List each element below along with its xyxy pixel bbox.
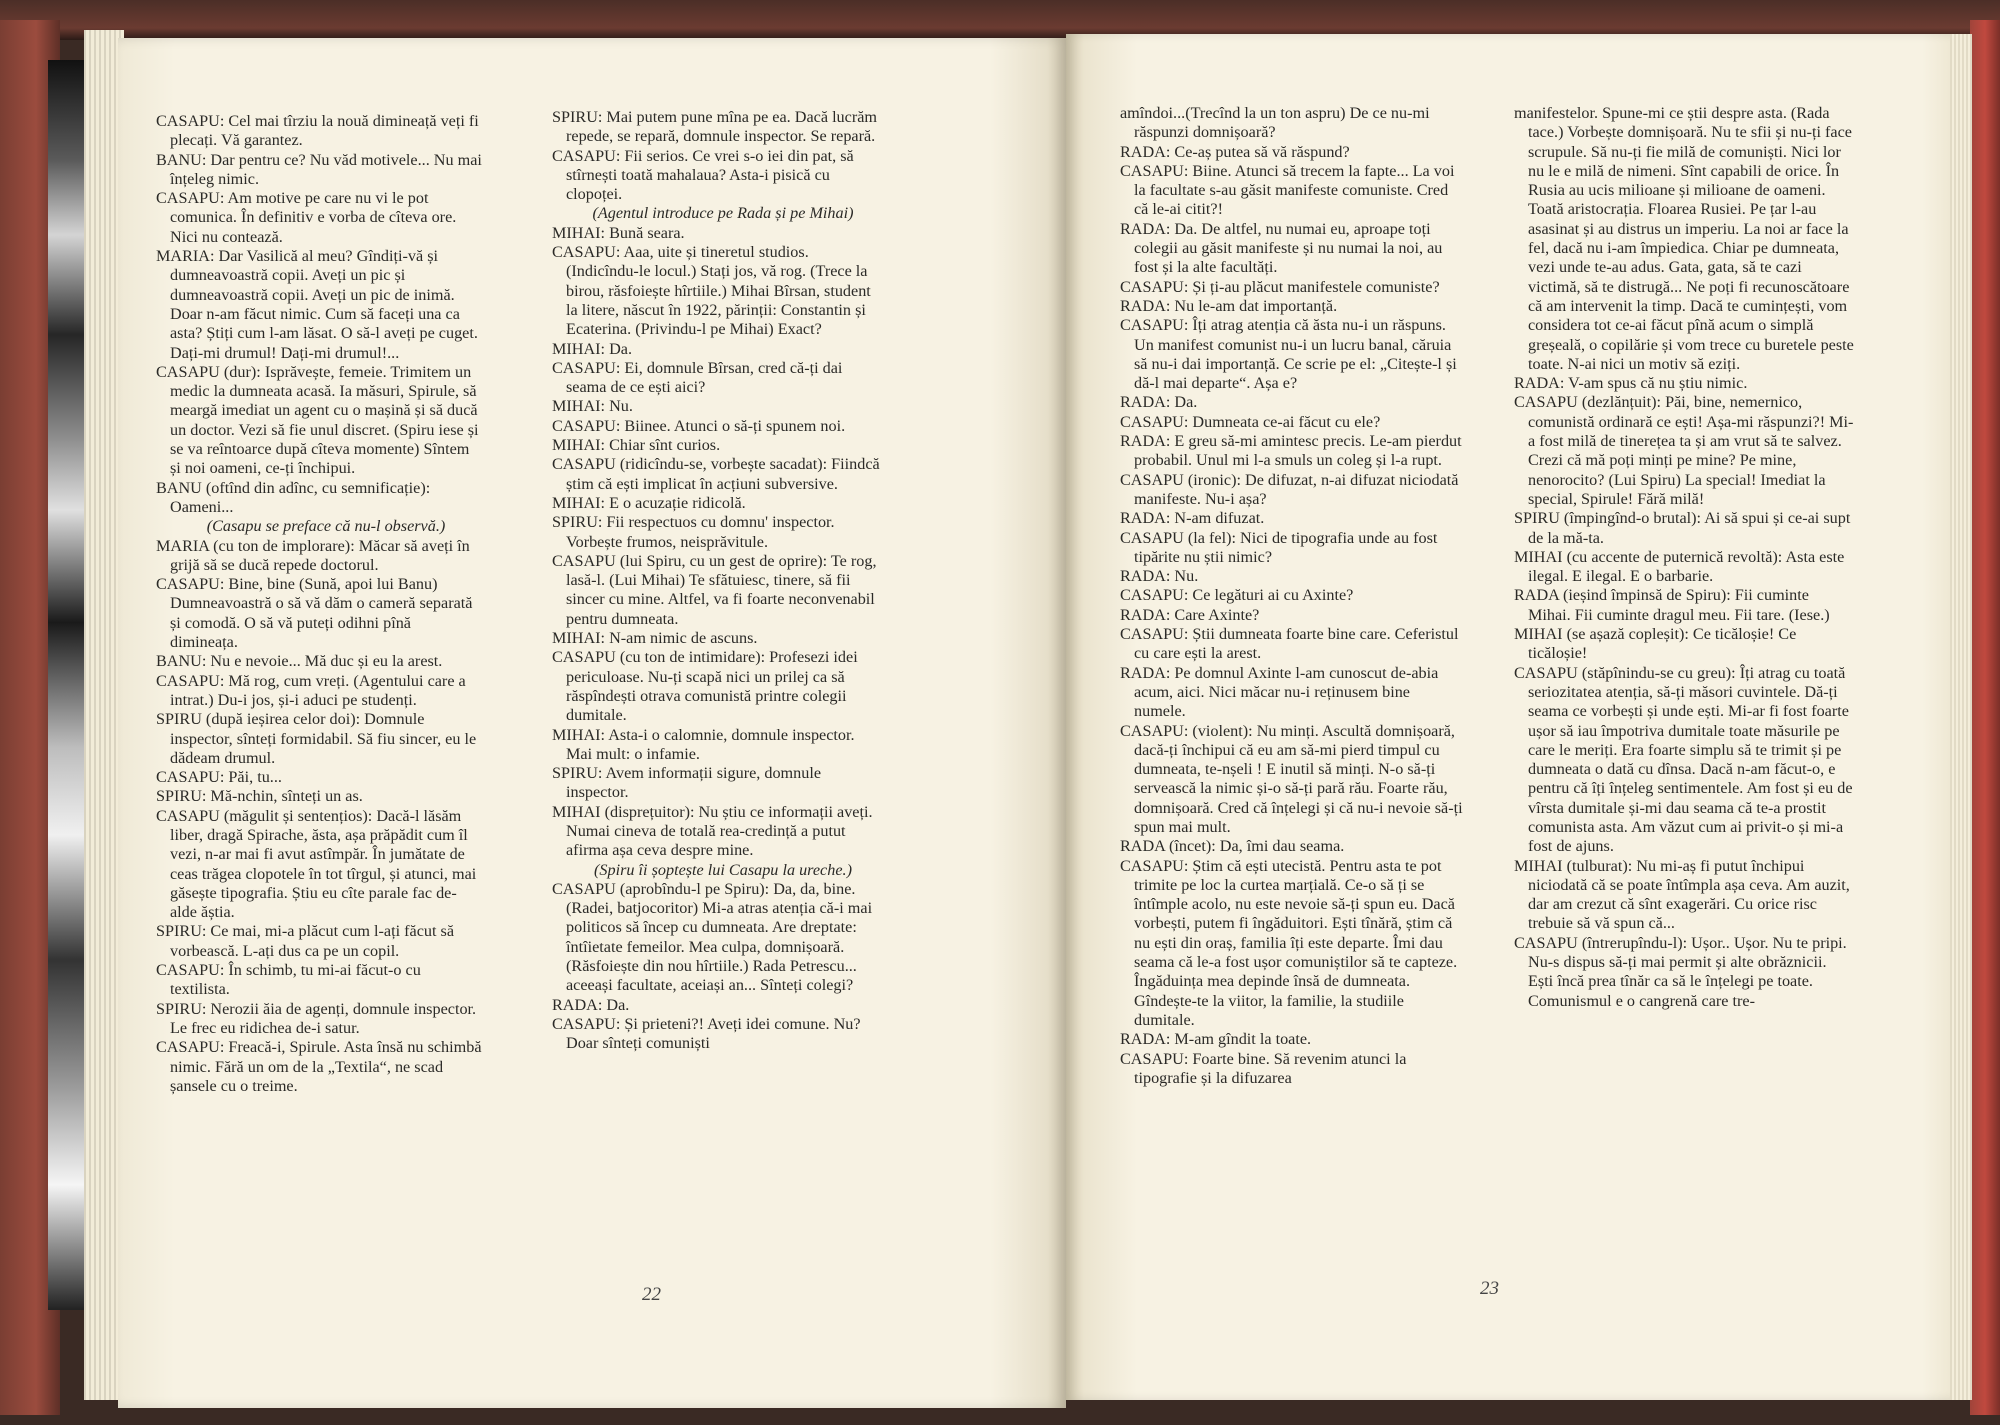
dialogue-paragraph: RADA: Care Axinte? — [1120, 605, 1260, 624]
dialogue-paragraph: CASAPU: Și ți-au plăcut manifestele comuniste? — [1120, 277, 1440, 296]
dialogue-paragraph: RADA (ieșind împinsă de Spiru): Fii cuminte Mihai. Fii cuminte dragul meu. Fii tare. (Iese.) — [1514, 586, 1830, 624]
dialogue-paragraph: MIHAI: N-am nimic de ascuns. — [552, 629, 758, 648]
text-column-4 — [1514, 104, 1854, 1011]
dialogue-paragraph: CASAPU: Păi, tu... — [156, 768, 282, 787]
dialogue-paragraph: BANU (oftînd din adînc, cu semnificație): Oameni... — [156, 478, 431, 516]
dialogue-paragraph: MIHAI: Da. — [552, 339, 633, 358]
dialogue-paragraph: SPIRU: Fii respectuos cu domnu' inspector. Vorbește frumos, neisprăvitule. — [552, 513, 835, 551]
dialogue-paragraph: CASAPU: Cel mai tîrziu la nouă dimineață veți fi plecați. Vă garantez. — [156, 112, 479, 150]
book-cover-right — [1970, 20, 2000, 1415]
dialogue-paragraph: amîndoi...(Trecînd la un ton aspru) De ce nu-mi răspunzi domnișoară? — [1120, 104, 1430, 142]
dialogue-paragraph: CASAPU: Dumneata ce-ai făcut cu ele? — [1120, 412, 1381, 431]
dialogue-paragraph: MIHAI (se așază copleșit): Ce ticăloșie! Ce ticăloșie! — [1514, 625, 1797, 663]
dialogue-paragraph: (Agentul introduce pe Rada și pe Mihai) — [592, 204, 854, 223]
dialogue-paragraph: MIHAI (tulburat): Nu mi-aș fi putut închipui niciodată că se poate întîmpla așa ceva. Am auzit, dar am crezut că sînt exagerări. Cu orice risc trebuie să vă spun că... — [1514, 856, 1850, 933]
text-column-1 — [156, 112, 482, 1096]
dialogue-paragraph: CASAPU: Știm că ești utecistă. Pentru asta te pot trimite pe loc la curtea marțială. Ce-o să ți se întîmple acolo, nu este nevoie să-ți spun eu. Dacă vorbești, putem fi îngăduitori. Ești tînără, știm că nu ești din oraș, familia îți este departe. Îmi dau seama că le-a fost ușor comuniștilor să te capteze. Îngăduința mea depinde însă de dumneata. Gîndește-te la viitor, la familie, la studiile dumitale. — [1120, 856, 1458, 1029]
dialogue-paragraph: RADA: Da. — [1120, 393, 1198, 412]
dialogue-paragraph: CASAPU: (violent): Nu minți. Ascultă domnișoară, dacă-ți închipui că eu am să-mi pierd timpul cu dumneata, te-nșeli ! E inutil să minți. N-o să-ți servească la nimic și-o să-ți pară rău. Foarte rău, domnișoară. Cred că înțelegi și că nu-i nevoie să-ți spun mai mult. — [1120, 721, 1463, 836]
dialogue-paragraph: MARIA: Dar Vasilică al meu? Gîndiți-vă și dumneavoastră copii. Aveți un pic și dumneavoastră copii. Aveți un pic de inimă. Doar n-am făcut nimic. Cum să faceți una ca asta? Știți cum l-am lăsat. O să-l aveți pe cuget. Dați-mi drumul! Dați-mi drumul!... — [156, 247, 478, 362]
page-number-left: 22 — [642, 1284, 661, 1305]
dialogue-paragraph: RADA: Da. De altfel, nu numai eu, aproape toți colegii au găsit manifeste și nu numai la noi, au fost și la alte facultăți. — [1120, 219, 1443, 277]
underlying-photo-edge — [48, 60, 88, 1310]
dialogue-paragraph: RADA: V-am spus că nu știu nimic. — [1514, 374, 1748, 393]
dialogue-paragraph: BANU: Dar pentru ce? Nu văd motivele... Nu mai înțeleg nimic. — [156, 150, 482, 188]
dialogue-paragraph: CASAPU (stăpînindu-se cu greu): Îți atrag cu toată seriozitatea atenția, să-ți măsori cuvintele. Dă-ți seama ce vorbești și unde ești. Mi-ar fi fost foarte ușor să iau împotriva dumitale toate măsurile pe care le meriți. Era foarte simplu să te trimit și pe dumneata o dată cu dînsa. Dacă n-am făcut-o, e pentru că îți înțeleg sentimentele. Am fost și eu de vîrsta dumitale și-mi dau seama că te-a prostit comunista asta. Am văzut cum ai privit-o și mi-a fost de ajuns. — [1514, 663, 1853, 856]
dialogue-paragraph: CASAPU (la fel): Nici de tipografia unde au fost tipărite nu știi nimic? — [1120, 528, 1438, 566]
dialogue-paragraph: SPIRU (împingînd-o brutal): Ai să spui și ce-ai supt de la mă-ta. — [1514, 509, 1851, 547]
dialogue-paragraph: MIHAI: Bună seara. — [552, 223, 685, 242]
dialogue-paragraph: CASAPU: Biine. Atunci să trecem la fapte... La voi la facultate s-au găsit manifeste comuniste. Cred că le-ai citit?! — [1120, 161, 1455, 219]
dialogue-paragraph: CASAPU: Aaa, uite și tineretul studios. (Indicîndu-le locul.) Stați jos, vă rog. (Trece la birou, răsfoiește hîrtiile.) Mihai Bîrsan, student la litere, născut în 1922, părinții: Constantin și Ecaterina. (Privindu-l pe Mihai) Exact? — [552, 243, 871, 339]
dialogue-paragraph: SPIRU: Mai putem pune mîna pe ea. Dacă lucrăm repede, se repară, domnule inspector. Se repară. — [552, 108, 878, 146]
dialogue-paragraph: RADA: Ce-aș putea să vă răspund? — [1120, 142, 1350, 161]
dialogue-paragraph: CASAPU (lui Spiru, cu un gest de oprire): Te rog, lasă-l. (Lui Mihai) Te sfătuiesc, tinere, să fii sincer cu mine. Altfel, va fi foarte neconvenabil pentru dumneata. — [552, 551, 877, 628]
dialogue-paragraph: CASAPU: Biinee. Atunci o să-ți spunem noi. — [552, 416, 846, 435]
dialogue-paragraph: CASAPU (ridicîndu-se, vorbește sacadat): Fiindcă știm că ești implicat în acțiuni subversive. — [552, 455, 880, 493]
text-column-3 — [1120, 104, 1464, 1088]
dialogue-paragraph: CASAPU: În schimb, tu mi-ai făcut-o cu textilista. — [156, 961, 421, 999]
text-column-2 — [552, 108, 880, 1054]
dialogue-paragraph: BANU: Nu e nevoie... Mă duc și eu la arest. — [156, 652, 443, 671]
dialogue-paragraph: SPIRU: Mă-nchin, sînteți un as. — [156, 787, 363, 806]
dialogue-paragraph: RADA: M-am gîndit la toate. — [1120, 1030, 1312, 1049]
dialogue-paragraph: CASAPU: Ei, domnule Bîrsan, cred că-ți dai seama de ce ești aici? — [552, 358, 843, 397]
dialogue-paragraph: SPIRU: Nerozii ăia de agenți, domnule inspector. Le frec eu ridichea de-i satur. — [156, 999, 477, 1037]
page-edges-right — [1950, 34, 1972, 1400]
dialogue-paragraph: (Spiru îi șoptește lui Casapu la ureche.) — [594, 860, 852, 879]
dialogue-paragraph: CASAPU: Îți atrag atenția că ăsta nu-i un răspuns. Un manifest comunist nu-i un lucru banal, căruia să nu-i dai importanță. Ce scrie pe el: „Citește-l și dă-l mai departe“. Așa e? — [1120, 316, 1457, 393]
dialogue-paragraph: (Casapu se preface că nu-l observă.) — [206, 517, 446, 536]
dialogue-paragraph: CASAPU (dezlănțuit): Păi, bine, nemernico, comunistă ordinară ce ești! Așa-mi răspunzi?! Mi-a fost milă de tinerețea ta și am vrut să te salvez. Crezi că mă poți minți pe mine? Pe mine, nenorocito? (Lui Spiru) La special! Imediat la special, Spirule! Fără milă! — [1514, 393, 1854, 508]
dialogue-paragraph: RADA: Nu. — [1120, 567, 1199, 586]
dialogue-paragraph: CASAPU: Ce legături ai cu Axinte? — [1120, 586, 1354, 605]
dialogue-paragraph: CASAPU: Bine, bine (Sună, apoi lui Banu) Dumneavoastră o să vă dăm o cameră separată și comodă. O să vă puteți odihni pînă dimineața. — [156, 575, 473, 652]
dialogue-paragraph: RADA: Da. — [552, 995, 630, 1014]
dialogue-paragraph: CASAPU (măgulit și sentențios): Dacă-l lăsăm liber, dragă Spirache, ăsta, așa prăpădit cum îl vezi, n-ar mai fi avut astîmpăr. În jumătate de ceas trăgea clopotele în tot tîrgul, și atunci, mai găsește tipografia. Știu eu cîte parale fac de-alde ăștia. — [156, 806, 477, 922]
dialogue-paragraph: CASAPU: Știi dumneata foarte bine care. Ceferistul cu care ești la arest. — [1120, 625, 1459, 663]
dialogue-paragraph: RADA: N-am difuzat. — [1120, 509, 1265, 528]
dialogue-paragraph: MIHAI: Chiar sînt curios. — [552, 436, 721, 455]
dialogue-paragraph: RADA: Pe domnul Axinte l-am cunoscut de-abia acum, aici. Nici măcar nu-i reținusem bine numele. — [1120, 663, 1439, 721]
dialogue-paragraph: RADA (încet): Da, îmi dau seama. — [1120, 837, 1345, 856]
dialogue-paragraph: SPIRU: Avem informații sigure, domnule inspector. — [552, 764, 822, 802]
dialogue-paragraph: CASAPU: Mă rog, cum vreți. (Agentului care a intrat.) Du-i jos, și-i aduci pe studenți. — [156, 671, 466, 709]
dialogue-paragraph: RADA: E greu să-mi amintesc precis. Le-am pierdut probabil. Unul mi l-a smuls un coleg și l-a rupt. — [1120, 432, 1462, 470]
dialogue-paragraph: CASAPU (dur): Isprăvește, femeie. Trimitem un medic la dumneata acasă. Ia măsuri, Spirule, să meargă imediat un agent cu o mașină și să ducă un doctor. Vezi să fie unul discret. (Spiru iese și se va reîntoarce după cîteva momente) Sîntem și noi oameni, ce-ți închipui. — [156, 362, 479, 478]
dialogue-paragraph: CASAPU: Am motive pe care nu vi le pot comunica. În definitiv e vorba de cîteva ore. Nici nu contează. — [156, 189, 457, 246]
dialogue-paragraph: CASAPU (aprobîndu-l pe Spiru): Da, da, bine. (Radei, batjocoritor) Mi-a atras atenția că-i mai politicos să încep cu dumneata. Are dreptate: întîietate femeilor. Mea culpa, domnișoară. (Răsfoiește din nou hîrtiile.) Rada Petrescu... aceeași facultate, aceiași an... Sînteți colegi? — [552, 879, 873, 995]
dialogue-paragraph: CASAPU (întrerupîndu-l): Ușor.. Ușor. Nu te pripi. Nu-s dispus să-ți mai permit și alte obrăznicii. Ești încă prea tînăr ca să le înțelegi pe toate. Comunismul e o cangrenă care tre- — [1514, 933, 1847, 1010]
dialogue-paragraph: MIHAI (disprețuitor): Nu știu ce informații aveți. Numai cineva de totală rea-credință a putut afirma așa ceva despre mine. — [552, 802, 873, 860]
dialogue-paragraph: SPIRU (după ieșirea celor doi): Domnule inspector, sînteți formidabil. Să fiu sincer, eu le dădeam drumul. — [156, 710, 477, 767]
dialogue-paragraph: RADA: Nu le-am dat importanță. — [1120, 296, 1338, 315]
dialogue-paragraph: CASAPU: Freacă-i, Spirule. Asta însă nu schimbă nimic. Fără un om de la „Textila“, ne scad șansele cu o treime. — [156, 1038, 482, 1095]
dialogue-paragraph: CASAPU (ironic): De difuzat, n-ai difuzat niciodată manifeste. Nu-i așa? — [1120, 470, 1459, 508]
dialogue-paragraph: CASAPU: Foarte bine. Să revenim atunci la tipografie și la difuzarea — [1120, 1049, 1407, 1087]
dialogue-paragraph: manifestelor. Spune-mi ce știi despre asta. (Rada tace.) Vorbește domnișoară. Nu te sfii și nu-ți face scrupule. Să nu-ți fie milă de comuniști. Nici lor nu le e milă de nimeni. Sînt capabili de orice. În Rusia au ucis milioane și milioane de oameni. Toată aristocrația. Floarea Rusiei. Pe țar l-au asasinat și au distrus un imperiu. La noi ar face la fel, dacă nu i-am împiedica. Chiar pe dumneata, vezi unde te-au adus. Gata, gata, să te cazi victimă, să te distrugă... Ne poți fi recunoscătoare că am intervenit la timp. Dacă te cumințești, vom considera tot ce-ai făcut pînă acum o simplă greșeală, o copilărie și vom trece cu buretele peste toate. N-ai nici un motiv să eziți. — [1514, 104, 1854, 373]
dialogue-paragraph: CASAPU: Fii serios. Ce vrei s-o iei din pat, să stîrnești toată mahalaua? Asta-i pisică cu clopoței. — [552, 146, 854, 204]
dialogue-paragraph: CASAPU: Și prieteni?! Aveți idei comune. Nu? Doar sînteți comuniști — [552, 1014, 861, 1053]
dialogue-paragraph: MIHAI: Asta-i o calomnie, domnule inspector. Mai mult: o infamie. — [552, 725, 855, 763]
dialogue-paragraph: MIHAI: Nu. — [552, 397, 633, 416]
dialogue-paragraph: MARIA (cu ton de implorare): Măcar să aveți în grijă să se ducă repede doctorul. — [156, 536, 470, 574]
page-number-right: 23 — [1480, 1278, 1499, 1299]
dialogue-paragraph: MIHAI: E o acuzație ridicolă. — [552, 493, 746, 512]
dialogue-paragraph: MIHAI (cu accente de puternică revoltă): Asta este ilegal. E ilegal. E o barbarie. — [1514, 547, 1845, 586]
dialogue-paragraph: CASAPU (cu ton de intimidare): Profesezi idei periculoase. Nu-ți scapă nici un prilej ca să răspîndești otrava comunistă printre colegii dumitale. — [552, 648, 858, 725]
dialogue-paragraph: SPIRU: Ce mai, mi-a plăcut cum l-ați făcut să vorbească. L-ați dus ca pe un copil. — [156, 922, 455, 960]
